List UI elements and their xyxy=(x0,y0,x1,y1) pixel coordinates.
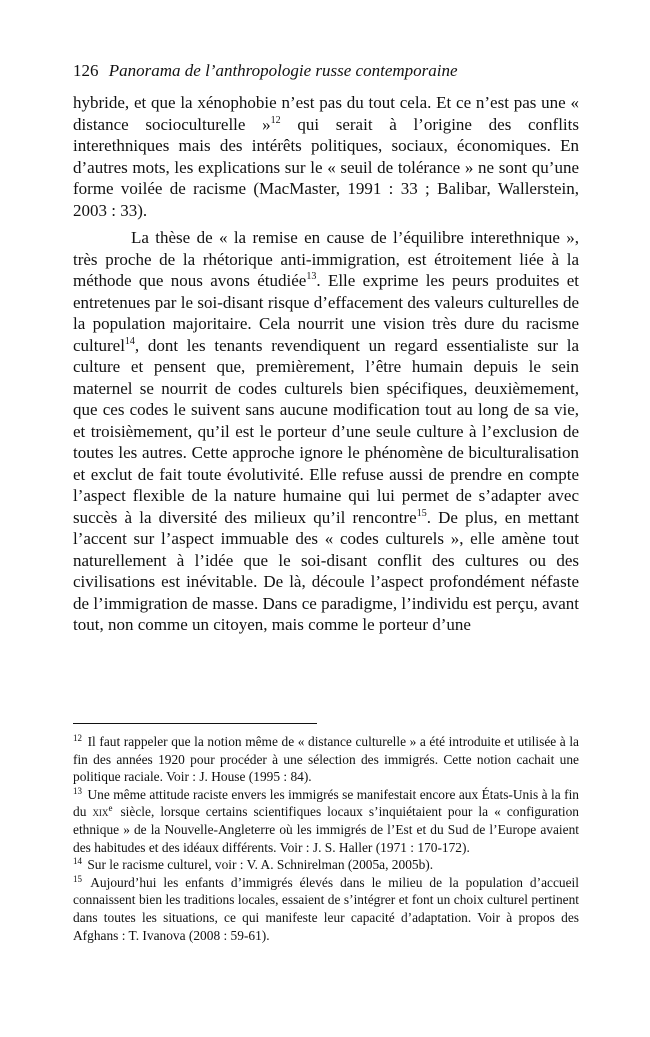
footnote-ref-13[interactable]: 13 xyxy=(306,271,317,282)
paragraph-2-text-c: , dont les tenants revendiquent un regard essentialiste sur la culture et pensent que, premièrement, l’être humain depuis le sein maternel se nourrit de codes culturels bien spécifiques, deuxièmement, que ces codes le suivent sans aucune modification tout au long de sa vie, et troisièmement, qu’il est le porteur d’une seule culture à l’exclusion de toutes les autres. Cette approche ignore le phénomène de biculturalisation et exclut de fait toute évolutivité. Elle refuse aussi de prendre en compte l’aspect flexible de la nature humaine qui lui permet de s’adapter avec succès à la diversité des milieux qu’il rencontre xyxy=(73,335,579,527)
paragraph-1-text-b: qui serait à l’origine des conflits interethniques mais des intérêts politiques, sociaux, économiques. En d’autres mots, les explications sur le « seuil de tolérance » ne sont qu’une forme voilée de racisme (MacMaster, 1991 : 33 ; Balibar, Wallerstein, 2003 : 33). xyxy=(73,114,579,220)
footnote-13 xyxy=(73,786,579,856)
page-number: 126 xyxy=(73,61,99,80)
footnote-ref-15[interactable]: 15 xyxy=(416,507,427,519)
paragraph-1-text-a: hybride, et que la xénophobie n’est pas du tout cela. Et ce n’est pas une « distance socioculturelle » xyxy=(73,93,579,134)
footnote-mark-15: 15 xyxy=(73,873,82,884)
running-header xyxy=(73,60,579,82)
paragraph-2-text-b: . Elle exprime les peurs produites et entretenues par le soi-disant risque d’effacement des valeurs culturelles de la population majoritaire. Cela nourrit une vision très dure du racisme culturel xyxy=(73,271,579,355)
footnote-mark-13: 13 xyxy=(73,785,82,796)
paragraph-2 xyxy=(73,227,579,636)
footnote-15-text: Aujourd’hui les enfants d’immigrés élevés dans le milieu de la population d’accueil connaissent bien les traditions locales, essaient de s’intégrer et font un choix culturel pertinent dans toutes les situations, ce qui manifeste leur capacité d’adaptation. Voir à propos des Afghans : T. Ivanova (2008 : 59-61). xyxy=(73,874,579,943)
footnote-ref-14[interactable]: 14 xyxy=(124,335,135,347)
main-text xyxy=(73,92,579,636)
footnote-mark-14: 14 xyxy=(73,856,82,867)
paragraph-2-text-d: . De plus, en mettant l’accent sur l’aspect immuable des « codes culturels », elle amène tout naturellement à l’idée que le soi-disant conflit des cultures ou des civilisations est inévitable. De là, découle l’aspect profondément néfaste de l’immigration de masse. Dans ce paradigme, l’individu est perçu, avant tout, non comme un citoyen, mais comme le porteur d’une xyxy=(73,507,579,634)
footnotes xyxy=(73,733,579,944)
running-title: Panorama de l’anthropologie russe contemporaine xyxy=(108,61,458,80)
footnote-13-text-a: Une même attitude raciste envers les immigrés se manifestait encore aux États-Unis à la fin du xyxy=(73,786,579,820)
footnote-14-text: Sur le racisme culturel, voir : V. A. Schnirelman (2005a, 2005b). xyxy=(84,857,434,873)
footnote-15 xyxy=(73,874,579,944)
paragraph-1 xyxy=(73,92,579,221)
century-suffix: e xyxy=(108,803,113,814)
footnote-12-text: Il faut rappeler que la notion même de « distance culturelle » a été introduite et utilisée à la fin des années 1920 pour procéder à une sélection des immigrés. Cette notion cachait une politique raciale. Voir : J. House (1995 : 84). xyxy=(73,734,579,785)
century-numeral: xix xyxy=(92,804,109,820)
footnote-ref-12[interactable]: 12 xyxy=(270,114,281,126)
footnote-13-text-b: siècle, lorsque certains scientifiques locaux s’inquiétaient pour la « configuration ethnique » de la Nouvelle-Angleterre où les immigrés de l’Est et du Sud de l’Europe avaient des habitudes et des idéaux différents. Voir : J. S. Haller (1971 : 170-172). xyxy=(73,804,579,855)
footnote-12 xyxy=(73,733,579,786)
footnote-14 xyxy=(73,856,579,874)
page-content xyxy=(73,60,579,636)
footnote-separator xyxy=(73,723,317,724)
paragraph-2-text-a: La thèse de « la remise en cause de l’équilibre interethnique », très proche de la rhétorique anti-immigration, est étroitement liée à la méthode que nous avons étudiée xyxy=(73,228,579,290)
footnote-mark-12: 12 xyxy=(73,733,82,743)
